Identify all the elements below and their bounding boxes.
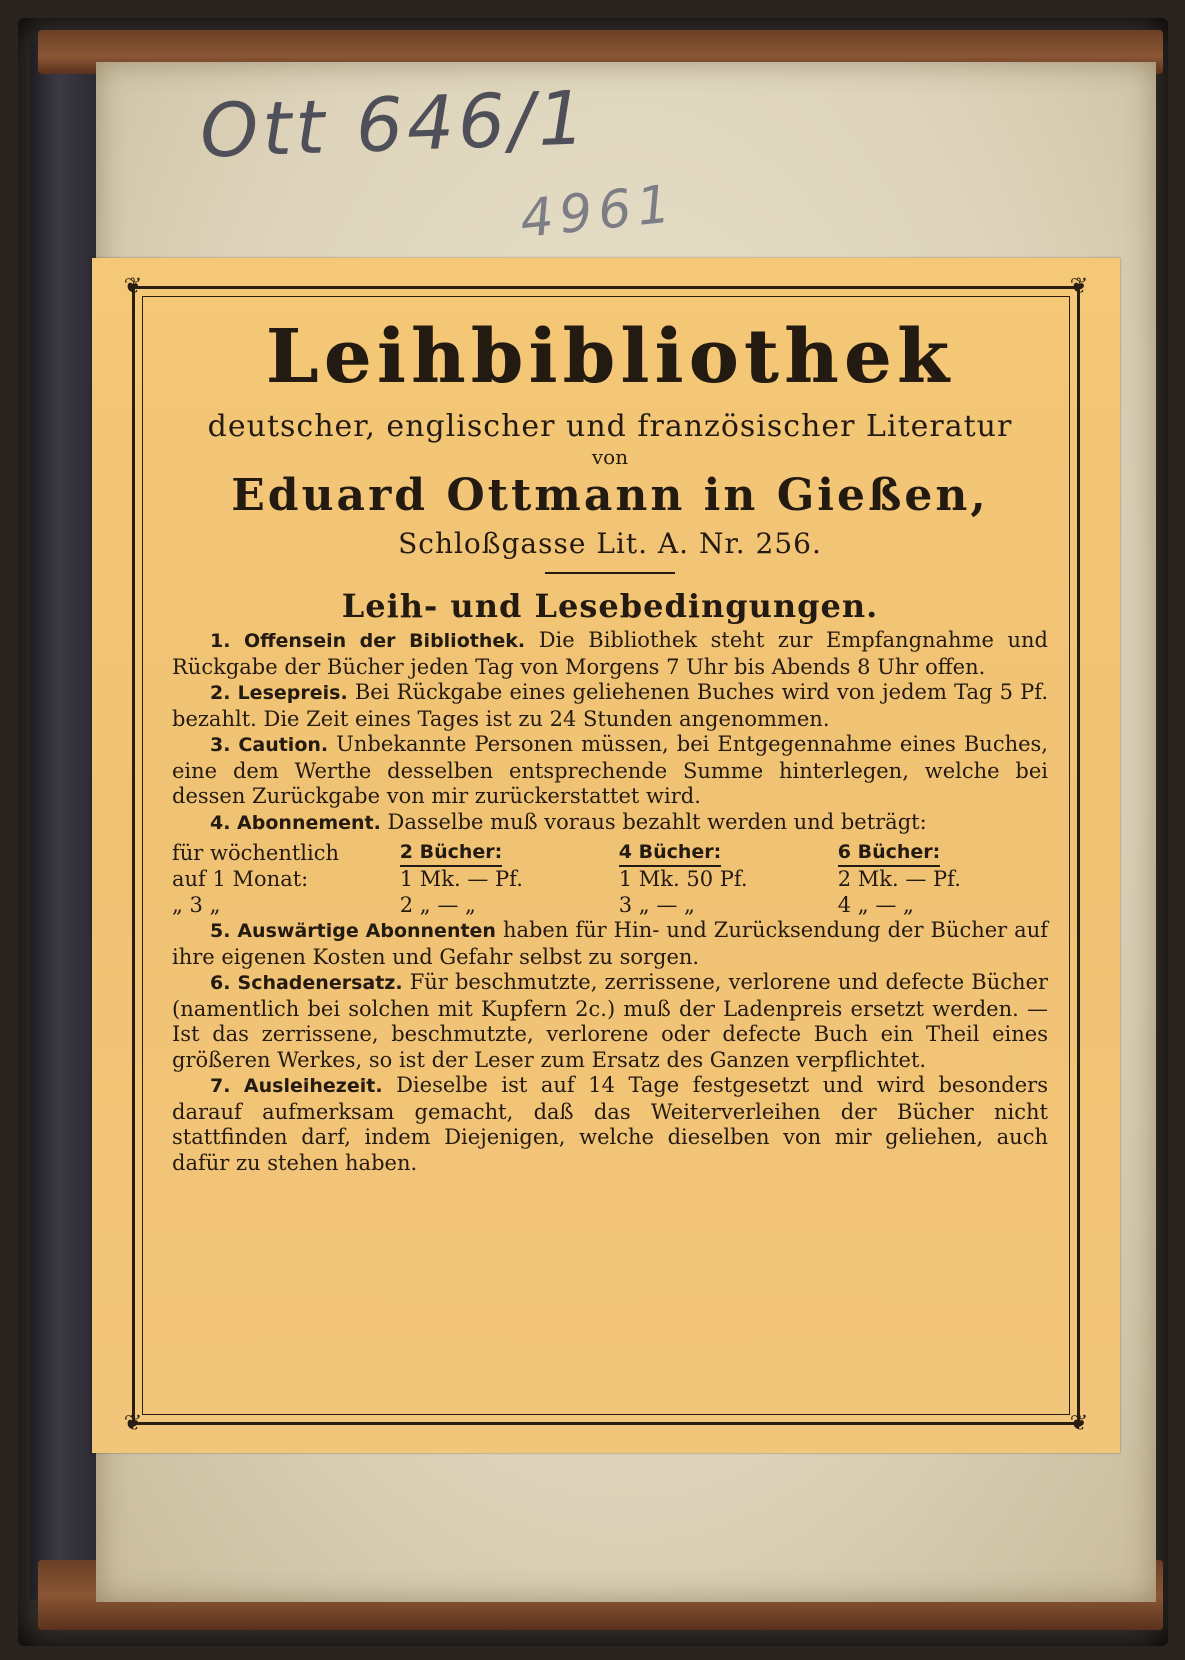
condition-item: [172, 918, 1048, 970]
condition-heading: 3. Caution.: [210, 734, 329, 756]
condition-heading: 7. Ausleihezeit.: [210, 1075, 383, 1097]
condition-item: [172, 680, 1048, 732]
price-row-label: auf 1 Monat:: [172, 867, 309, 891]
condition-item: [172, 810, 1048, 837]
library-label: [92, 258, 1120, 1453]
ornament-icon: ❦: [1069, 1411, 1089, 1436]
table-row: [172, 892, 1048, 918]
condition-text: Die Bibliothek steht zur Empfangnahme und Rückgabe der Bücher jeden Tag von Morgens 7 Uhr bis Abends 8 Uhr offen.: [172, 628, 1048, 679]
label-content: [172, 306, 1048, 1413]
label-address: Schloßgasse Lit. A. Nr. 256.: [398, 527, 822, 560]
divider: [545, 572, 675, 574]
conditions-heading: Leih- und Lesebedingungen.: [341, 587, 879, 625]
price-cell: 1 Mk. 50 Pf.: [618, 867, 748, 891]
label-title: Leihbibliothek: [265, 314, 955, 400]
condition-heading: 4. Abonnement.: [210, 811, 381, 834]
price-cell: 1 Mk. — Pf.: [399, 867, 523, 891]
label-subtitle: deutscher, englischer und französischer Literatur: [207, 409, 1013, 444]
condition-heading: 2. Lesepreis.: [210, 682, 348, 704]
condition-text: Bei Rückgabe eines geliehenen Buches wird von jedem Tag 5 Pf. bezahlt. Die Zeit eines Tages ist zu 24 Stunden angenommen.: [172, 680, 1049, 731]
condition-text: Dasselbe muß voraus bezahlt werden und beträgt:: [380, 809, 927, 834]
condition-item: [172, 732, 1048, 810]
condition-item: [172, 628, 1048, 680]
ornament-icon: ❦: [123, 274, 143, 299]
price-column-header: [838, 840, 1048, 866]
price-column-header: [400, 840, 619, 866]
price-column-label: 2 Bücher:: [400, 841, 503, 867]
condition-text: Unbekannte Personen müssen, bei Entgegennahme eines Buches, eine dem Werthe desselben entsprechende Summe hinterlegen, welche bei dessen Zurückgabe von mir zurückerstattet wird.: [172, 732, 1048, 808]
condition-text: haben für Hin- und Zurücksendung der Bücher auf ihre eigenen Kosten und Gefahr selbst zu sorgen.: [172, 918, 1048, 969]
label-von: von: [591, 445, 629, 469]
table-row: [172, 866, 1048, 892]
condition-item: [172, 1073, 1048, 1176]
cover-board-cloth: [30, 40, 100, 1600]
condition-heading: 1. Offensein der Bibliothek.: [210, 630, 526, 652]
condition-item: [172, 970, 1048, 1073]
ornament-icon: ❦: [1069, 274, 1089, 299]
shelfmark-handwritten: Ott 646/1: [198, 75, 591, 175]
price-cell: 2 „ — „: [399, 893, 476, 917]
price-column-label: 4 Bücher:: [619, 841, 722, 867]
price-table: [172, 840, 1048, 918]
price-cell: 4 „ — „: [837, 893, 914, 917]
price-cell: 2 Mk. — Pf.: [837, 867, 961, 891]
price-cell: 3 „ — „: [618, 893, 695, 917]
condition-heading: 6. Schadenersatz.: [210, 972, 403, 994]
condition-text: Für beschmutzte, zerrissene, verlorene und defecte Bücher (namentlich bei solchen mit Kupfern 2c.) muß der Ladenpreis ersetzt werden. — Ist das zerrissene, beschmutzte, verlorene oder defecte Buch ein Theil eines größeren Werkes, so ist der Leser zum Ersatz des Ganzen verpflichtet.: [172, 970, 1048, 1072]
ornament-icon: ❦: [123, 1411, 143, 1436]
price-row-label: „ 3 „: [172, 893, 221, 917]
price-column-label: 6 Bücher:: [838, 841, 941, 867]
price-column-header: [619, 840, 838, 866]
price-row-label-head: für wöchentlich: [172, 841, 340, 865]
label-owner: Eduard Ottmann in Gießen,: [231, 470, 989, 521]
condition-text: Dieselbe ist auf 14 Tage festgesetzt und wird besonders darauf aufmerksam gemacht, daß das Weiterverleihen der Bücher nicht stattfinden darf, indem Diejenigen, welche dieselben von mir geliehen, auch dafür zu stehen haben.: [172, 1073, 1048, 1175]
condition-heading: 5. Auswärtige Abonnenten: [210, 920, 496, 942]
shelfmark-secondary: 4961: [517, 173, 680, 251]
